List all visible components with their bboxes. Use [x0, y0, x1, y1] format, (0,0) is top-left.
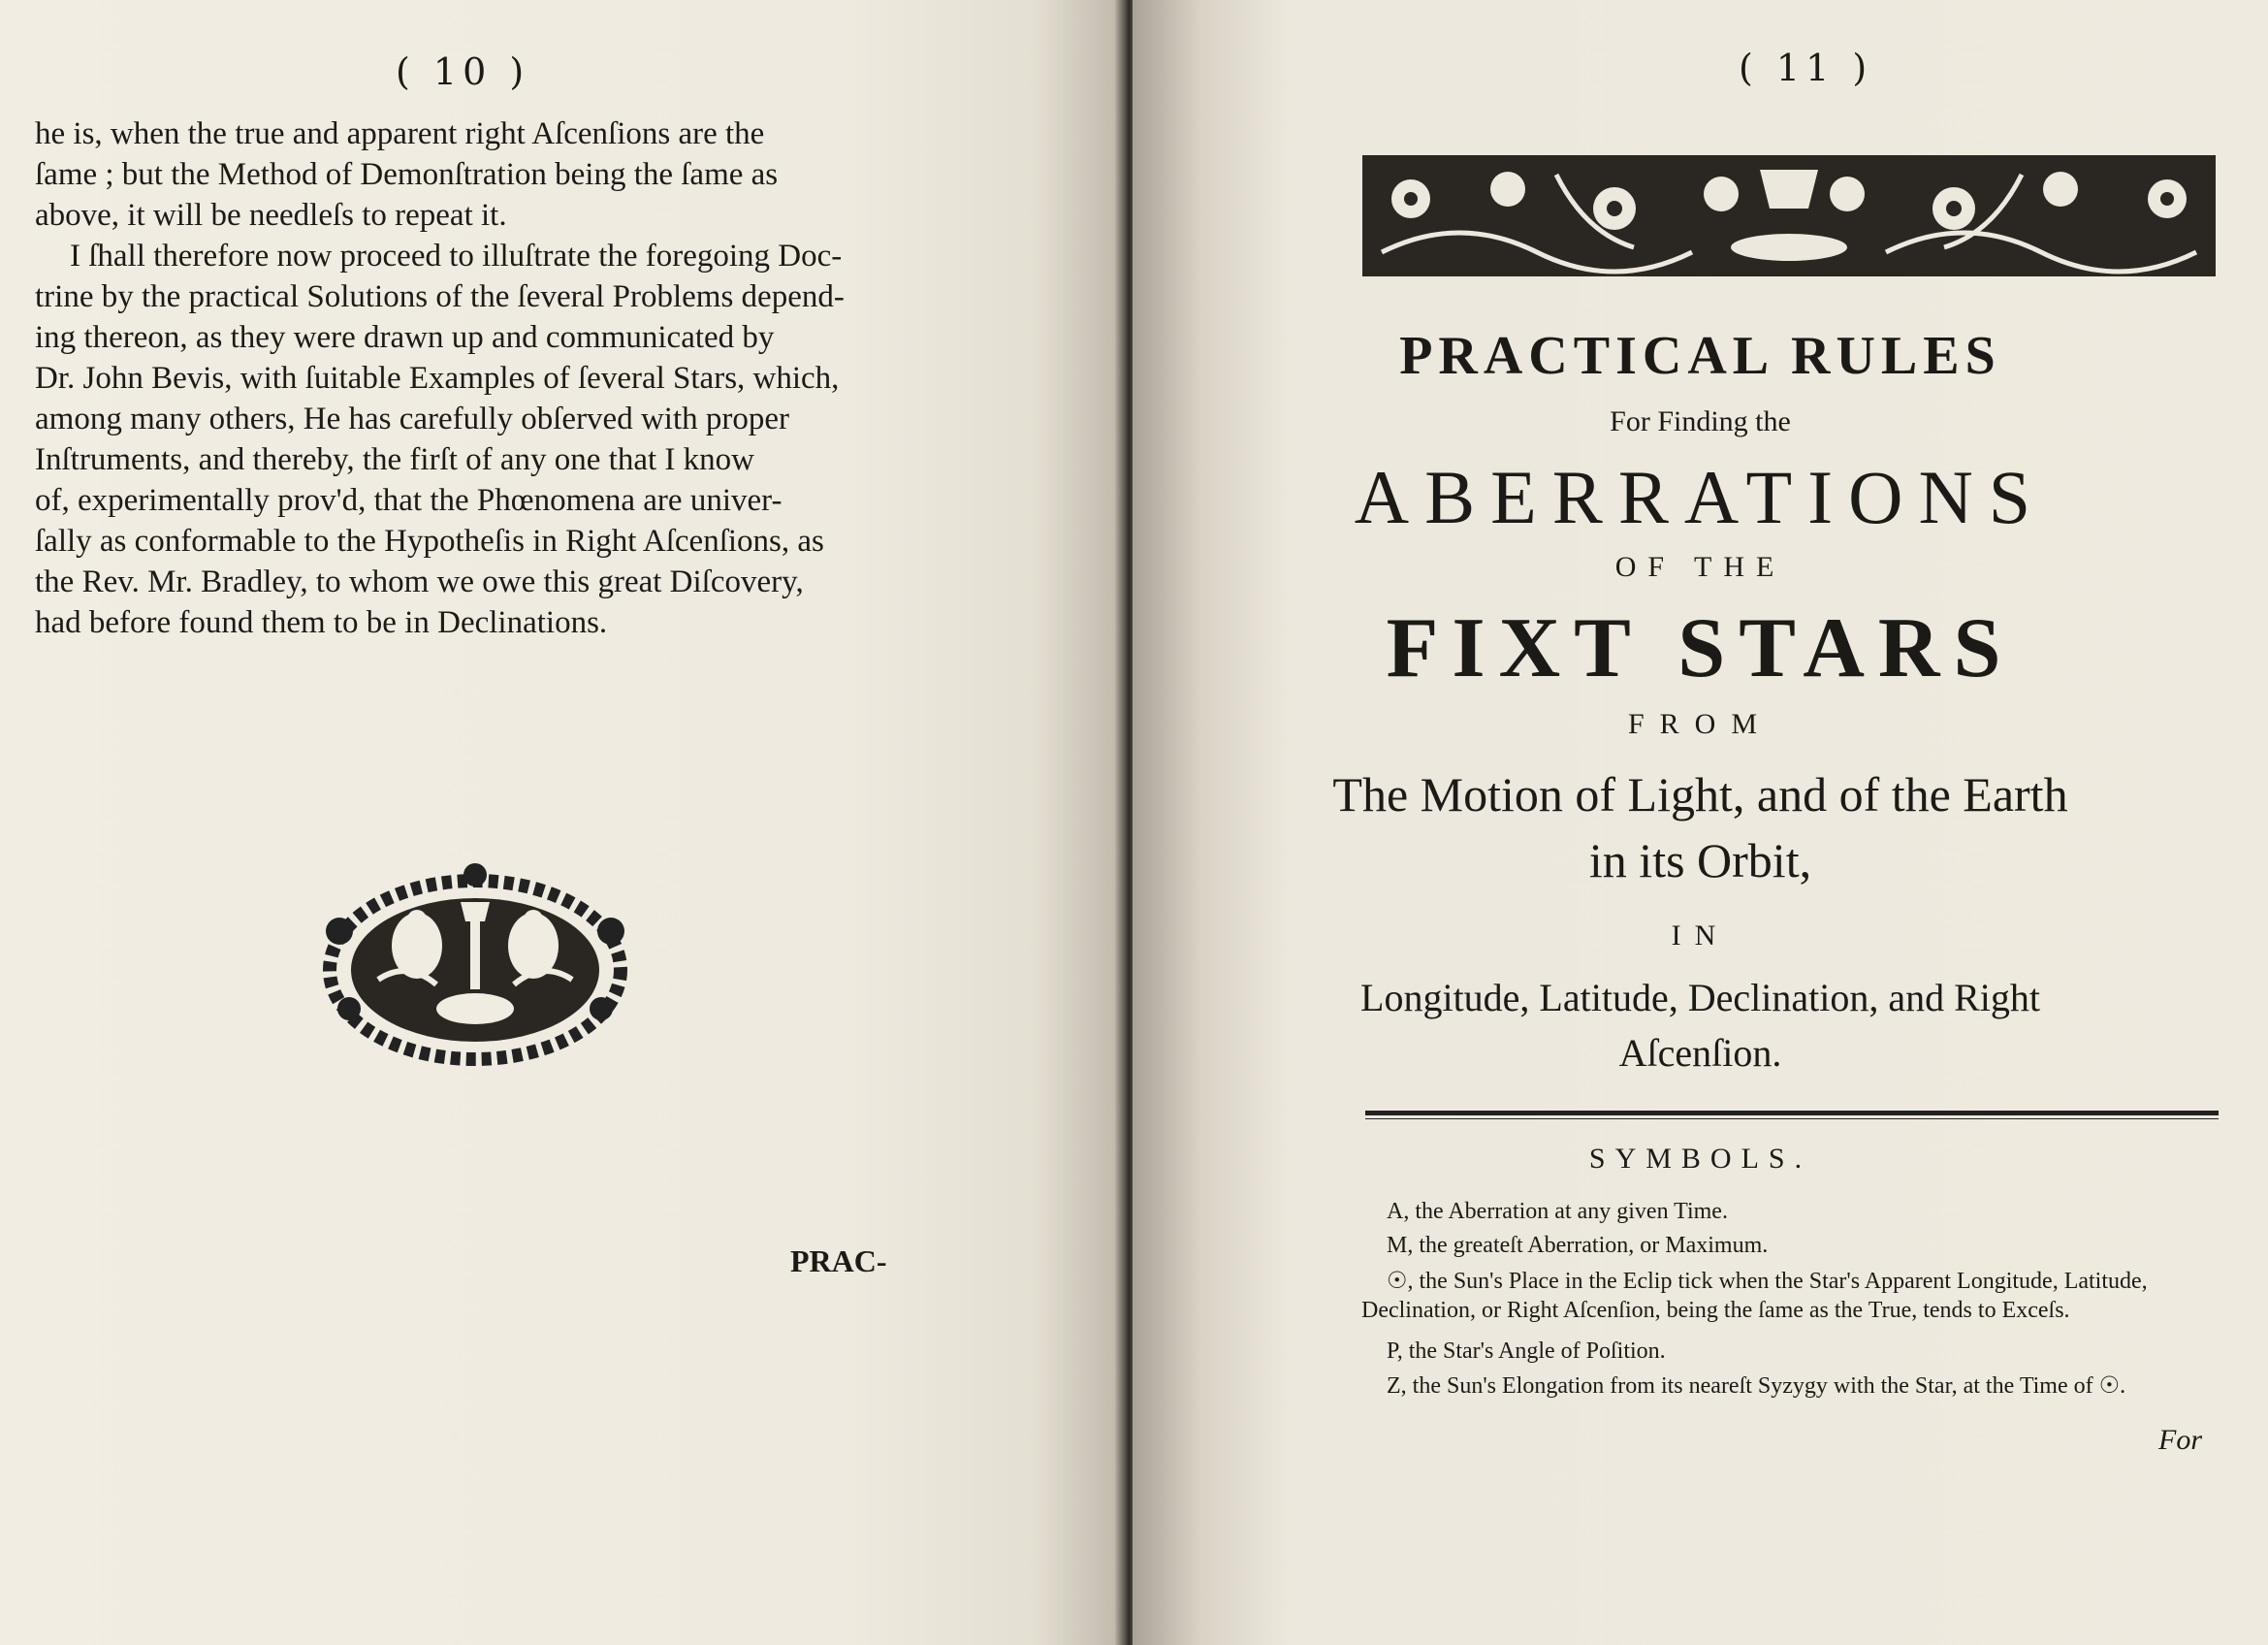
- catchword-left: PRAC-: [790, 1243, 887, 1278]
- wreath-ornament: [320, 863, 630, 1067]
- symbol-sun-cont: Declination, or Right Aſcenſion, being the ſame as the True, tends to Exceſs.: [1361, 1298, 2070, 1323]
- text-line: trine by the practical Solutions of the ſeveral Problems depend-: [35, 279, 845, 314]
- page-number-right: ( 11 ): [1739, 47, 1873, 89]
- text-line: ſame ; but the Method of Demonſtration being the ſame as: [35, 157, 779, 192]
- text-line: I ſhall therefore now proceed to illuſtrate the foregoing Doc-: [70, 239, 843, 274]
- title-fixt-stars: FIXT STARS: [1386, 601, 2015, 695]
- title-longitude-latitude: Longitude, Latitude, Declination, and Right: [1360, 976, 2040, 1019]
- text-line: ſally as conformable to the Hypotheſis in Right Aſcenſions, as: [35, 524, 824, 559]
- symbol-z: Z, the Sun's Elongation from its neareſt Syzygy with the Star, at the Time of ☉.: [1387, 1373, 2126, 1399]
- symbol-sun: ☉, the Sun's Place in the Eclip tick when the Star's Apparent Longitude, Latitude,: [1387, 1269, 2148, 1294]
- right-page: [1133, 0, 2268, 1645]
- symbol-m: M, the greateſt Aberration, or Maximum.: [1387, 1233, 1769, 1258]
- floral-headpiece-ornament: [1362, 155, 2216, 276]
- title-in-its-orbit: in its Orbit,: [1588, 833, 1812, 887]
- text-line: above, it will be needleſs to repeat it.: [35, 198, 507, 233]
- text-line: had before found them to be in Declinations.: [35, 605, 608, 640]
- title-motion-of-light: The Motion of Light, and of the Earth: [1332, 767, 2068, 822]
- title-rule: [1365, 1111, 2219, 1115]
- catchword-right: For: [2158, 1424, 2202, 1456]
- text-line: among many others, He has carefully obſerved with proper: [35, 402, 789, 436]
- text-line: Dr. John Bevis, with ſuitable Examples of ſeveral Stars, which,: [35, 361, 840, 396]
- title-for-finding: For Finding the: [1610, 405, 1791, 437]
- page-number-left: ( 10 ): [396, 50, 530, 93]
- symbols-heading: SYMBOLS.: [1588, 1143, 1812, 1175]
- title-from: FROM: [1627, 708, 1773, 740]
- title-of-the: OF THE: [1614, 551, 1786, 583]
- title-rule-thin: [1365, 1118, 2219, 1119]
- text-line: ing thereon, as they were drawn up and communicated by: [35, 320, 775, 355]
- left-page: [0, 0, 1125, 1645]
- text-line: he is, when the true and apparent right Aſcenſions are the: [35, 116, 765, 151]
- title-aberrations: ABERRATIONS: [1354, 455, 2047, 539]
- title-practical-rules: PRACTICAL RULES: [1399, 326, 2001, 386]
- symbol-a: A, the Aberration at any given Time.: [1387, 1199, 1728, 1224]
- text-line: the Rev. Mr. Bradley, to whom we owe this great Diſcovery,: [35, 564, 804, 599]
- text-line: of, experimentally prov'd, that the Phœnomena are univer-: [35, 483, 783, 518]
- title-in: IN: [1671, 919, 1730, 952]
- text-line: Inſtruments, and thereby, the firſt of any one that I know: [35, 442, 754, 477]
- title-ascension: Aſcenſion.: [1618, 1031, 1782, 1075]
- symbol-p: P, the Star's Angle of Poſition.: [1387, 1339, 1666, 1364]
